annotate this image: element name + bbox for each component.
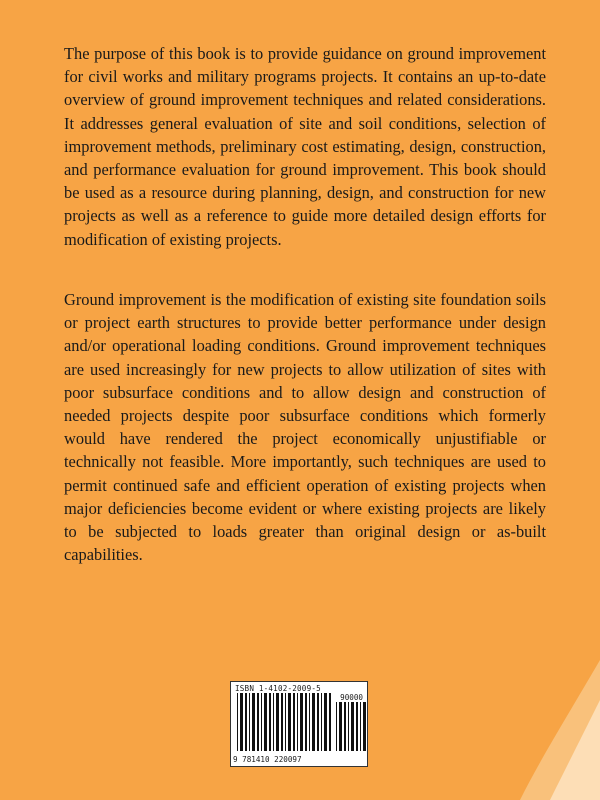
ean-bars [237, 693, 333, 751]
paragraph-text: The purpose of this book is to provide guidance on ground improvement for civil works and military programs projects. It contains an up-to-date overview of ground improvement techniques and related considerations. It addresses general evaluation of site and soil conditions, selection of improvement methods, preliminary cost estimating, design, construction, and performance evaluation for ground improvement. This book should be used as a resource during planning, design, and construction for new projects as well as a reference to guide more detailed design efforts for modification of existing projects. [64, 44, 546, 249]
ean-digits: 9 781410 220097 [233, 755, 302, 764]
paragraph-text: Ground improvement is the modification of existing site foundation soils or project earth structures to provide better performance under design and/or operational loading conditions. Ground improvement techniques are used increasingly for new projects to allow utilization of sites with poor subsurface conditions and to allow design and construction of needed projects despite poor subsurface conditions which formerly would have rendered the project economically unjustifiable or technically not feasible. More importantly, such techniques are used to permit continued safe and efficient operation of existing projects when major deficiencies become evident or where existing projects are likely to be subjected to loads greater than original design or as-built capabilities. [64, 290, 546, 565]
price-code: 90000 [340, 693, 363, 702]
addon-bars [336, 702, 366, 751]
isbn-label: ISBN 1-4102-2009-5 [235, 684, 321, 693]
publisher-logo-icon [510, 640, 600, 800]
description-paragraph-2 [64, 288, 546, 566]
description-paragraph-1 [64, 42, 546, 251]
isbn-barcode [230, 681, 368, 767]
